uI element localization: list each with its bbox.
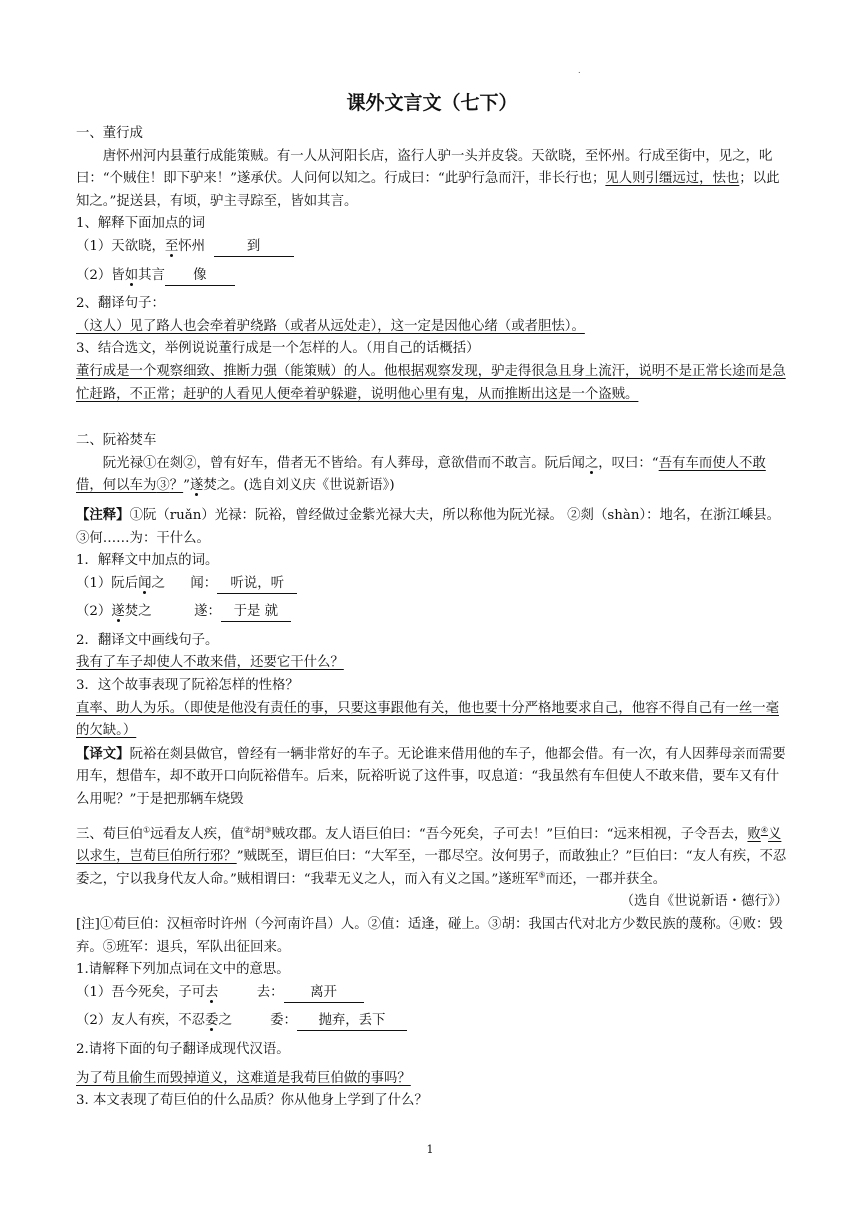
- s2-q1-2: （2）遂焚之 遂： 于是 就: [76, 601, 788, 624]
- answer-blank: 离开: [284, 984, 364, 1003]
- top-dot: .: [578, 66, 581, 75]
- section3-passage: 三、荀巨伯①远看友人疾，值②胡③贼攻郡。友人语巨伯曰：“吾今死矣，子可去！”巨伯曰：“远来相视，子令吾去，败④义以求生，岂荀巨伯所行邪？”贼既至，谓巨伯曰：“大军至，一郡尽空。汝何男子，而敢独止？”巨伯曰：“友人有疾，不忍委之，宁以我身代友人命。”贼相谓曰：“我辈无义之人，而入有义之国。”遂班军⑤而还，一郡并获全。: [76, 825, 787, 887]
- s2-q3-answer: 直率、助人为乐。（即使是他没有责任的事，只要这事跟他有关，他也要十分严格地要求自己，他容不得自己有一丝一毫的欠缺。）: [76, 700, 779, 739]
- s3-q1-1: （1）吾今死矣，子可去 去： 离开: [76, 982, 788, 1005]
- section3-notes: [注]①荀巨伯：汉桓帝时许州（今河南许昌）人。②值：适逢，碰上。③胡：我国古代对北方少数民族的蔑称。④败：毁弃。⑤班军：退兵，军队出征回来。: [76, 917, 783, 955]
- s2-q2-answer: 我有了车子却使人不敢来借，还要它干什么？: [76, 655, 344, 671]
- answer-blank: 抛弃，丢下: [297, 1012, 407, 1031]
- page-number: 1: [426, 1143, 434, 1156]
- s3-q2: 2.请将下面的句子翻译成现代汉语。: [76, 1041, 290, 1057]
- s1-q3-answer: 董行成是一个观察细致、推断力强（能策贼）的人。他根据观察发现，驴走得很急且身上流汗，说明不是正常长途而是急忙赶路，不正常；赶驴的人看见人便牵着驴躲避，说明他心里有鬼，从而推断出这是一个盗贼。: [76, 363, 786, 402]
- s2-q1-1: （1）阮后闻之 闻： 听说，听: [76, 573, 788, 596]
- s3-q1-2: （2）友人有疾，不忍委之 委： 抛弃，丢下: [76, 1010, 788, 1033]
- answer-blank: 于是 就: [221, 603, 291, 622]
- s1-q2: 2、翻译句子：: [76, 296, 165, 312]
- section2-passage: 阮光禄①在剡②，曾有好车，借者无不皆给。有人葬母，意欲借而不敢言。阮后闻之，叹曰：“吾有车而使人不敢借，何以车为③？”遂焚之。(选自刘义庆《世说新语》): [76, 455, 766, 494]
- s1-q1: 1、解释下面加点的词: [76, 216, 206, 232]
- section2-translation: 【译文】阮裕在剡县做官，曾经有一辆非常好的车子。无论谁来借用他的车子，他都会借。有一次，有人因葬母亲而需要用车，想借车，却不敢开口向阮裕借车。后来，阮裕听说了这件事，叹息道：“我虽然有车但使人不敢来借，要车又有什么用呢？”于是把那辆车烧毁: [76, 745, 786, 808]
- s2-q3: 3．这个故事表现了阮裕怎样的性格？: [76, 678, 299, 694]
- section1-heading: 一、董行成: [76, 126, 143, 141]
- section1-passage: 唐怀州河内县董行成能策贼。有一人从河阳长店，盗行人驴一头并皮袋。天欲晓，至怀州。行成至街中，见之，叱曰：“个贼住！即下驴来！”遂承伏。人问何以知之。行成曰：“此驴行急而汗，非长行也；见人则引缰远过，怯也；以此知之。”捉送县，有顷，驴主寻踪至，皆如其言。: [76, 148, 780, 209]
- s3-q1: 1.请解释下列加点词在文中的意思。: [76, 962, 290, 978]
- s1-q1-2: （2）皆如其言 像: [76, 265, 788, 288]
- s1-q1-1: （1）天欲晓，至怀州 到: [76, 236, 788, 259]
- s3-q3: 3. 本文表现了荀巨伯的什么品质？你从他身上学到了什么？: [76, 1093, 428, 1109]
- s3-q2-answer: 为了苟且偷生而毁掉道义，这难道是我荀巨伯做的事吗？: [76, 1070, 411, 1086]
- document-page: [76, 62, 788, 1113]
- answer-blank: 像: [165, 267, 235, 286]
- s2-q1: 1．解释文中加点的词。: [76, 553, 219, 569]
- s2-q2: 2．翻译文中画线句子。: [76, 632, 219, 648]
- answer-blank: 听说，听: [217, 575, 297, 594]
- s1-q2-answer: （这人）见了路人也会牵着驴绕路（或者从远处走），这一定是因他心绪（或者胆怯）。: [76, 318, 585, 334]
- section3-source: （选自《世说新语・德行》）: [620, 894, 788, 910]
- section2-notes: 【注释】①阮（ruǎn）光禄：阮裕，曾经做过金紫光禄大夫，所以称他为阮光禄。 ②剡（shàn）：地名，在浙江嵊县。 ③何……为：干什么。: [76, 506, 781, 546]
- answer-blank: 到: [214, 238, 294, 257]
- s1-q3: 3、结合选文，举例说说董行成是一个怎样的人。（用自己的话概括）: [76, 341, 480, 357]
- page-title: 课外文言文（七下）: [346, 92, 518, 114]
- section2-heading: 二、阮裕焚车: [76, 433, 157, 449]
